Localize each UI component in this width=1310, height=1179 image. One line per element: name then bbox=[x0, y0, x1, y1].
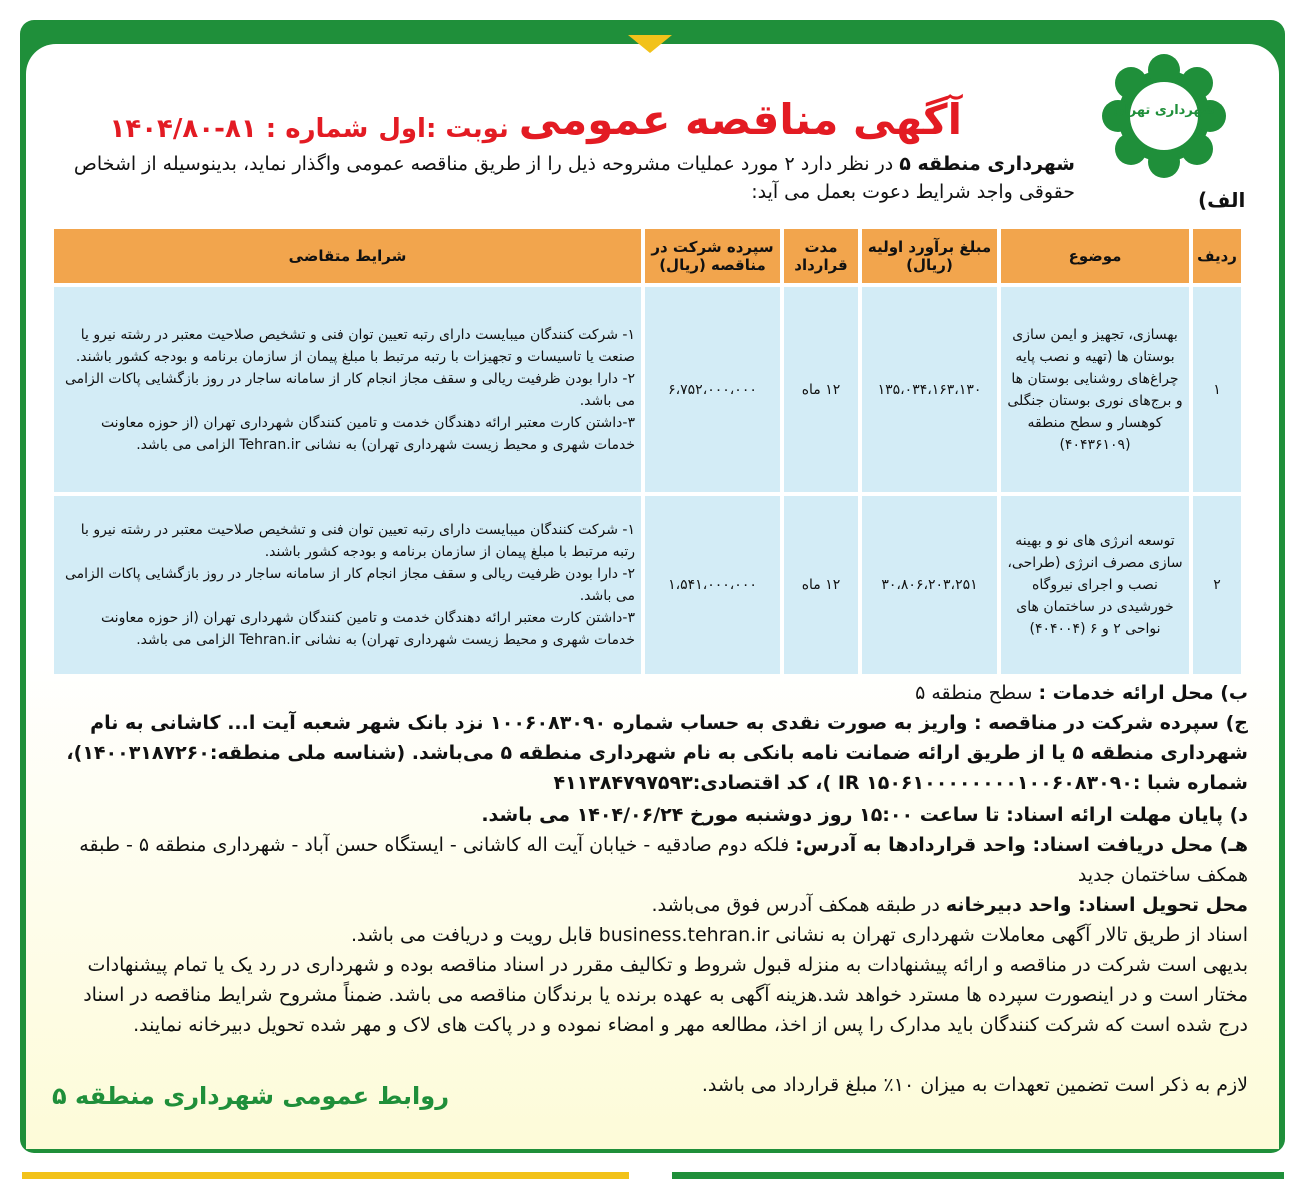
condition-item: ۲- دارا بودن ظرفیت ریالی و سقف مجاز انجام کار از سامانه ساجار در روز بازگشایی پاکات الزامی می باشد. bbox=[64, 370, 635, 409]
section-delivery bbox=[58, 890, 1248, 920]
condition-item: ۱- شرکت کنندگان میبایست دارای رتبه تعیین توان فنی و تشخیص صلاحیت معتبر در رشته نیرو با رتبه مرتبط با مبلغ پیمان از سازمان برنامه و بودجه کشور باشند. bbox=[80, 522, 635, 560]
condition-item: ۳-داشتن کارت معتبر ارائه دهندگان خدمت و تامین کنندگان شهرداری تهران (از حوزه معاونت خدمات شهری و محیط زیست شهرداری تهران) به نشانی Tehran.ir الزامی می باشد. bbox=[100, 414, 635, 453]
section-b-label: ب) محل ارائه خدمات : bbox=[1038, 682, 1248, 704]
ad-round: نوبت :اول bbox=[378, 114, 509, 144]
tehran-municipality-logo bbox=[1100, 52, 1228, 180]
title-row bbox=[109, 84, 962, 144]
delivery-label: محل تحویل اسناد: واحد دبیرخانه bbox=[945, 894, 1248, 916]
header-duration: مدت قرارداد bbox=[784, 229, 858, 283]
section-j-label: ج) سپرده شرکت در مناقصه : bbox=[974, 712, 1248, 734]
cell-conditions bbox=[54, 496, 641, 674]
table-header-row bbox=[54, 229, 1241, 283]
header-subject: موضوع bbox=[1001, 229, 1189, 283]
logo-text: شهرداری تهران bbox=[1113, 103, 1215, 118]
intro-paragraph bbox=[65, 150, 1075, 206]
cell-subject: توسعه انرژی های نو و بهینه سازی مصرف انرژی (طراحی، نصب و اجرای نیروگاه خورشیدی در ساختمان های نواحی ۲ و ۶ (۴۰۴۰۰۴) bbox=[1001, 496, 1189, 674]
cell-deposit: ۱،۵۴۱،۰۰۰،۰۰۰ bbox=[645, 496, 780, 674]
cell-estimate: ۳۰،۸۰۶،۲۰۳،۲۵۱ bbox=[862, 496, 997, 674]
section-general: بدیهی است شرکت در مناقصه و ارائه پیشنهادات به منزله قبول شروط و تکالیف مقرر در اسناد مناقصه بوده و شهرداری در رد یک یا تمام پیشنهادات مختار است و در اینصورت سپرده ها مسترد خواهد شد.هزینه آگهی به عهده برنده یا برندگان مناقصه می باشد. ضمناً مشروح شرایط مناقصه در اسناد درج شده است که شرکت کنندگان باید مدارک را پس از اخذ، مطالعه مهر و امضاء نموده و در پاکت های لاک و مهر شده تحویل دبیرخانه نمایند. bbox=[83, 954, 1248, 1036]
section-h-label: هـ) محل دریافت اسناد: واحد قراردادها به آدرس: bbox=[795, 834, 1248, 856]
tender-table bbox=[50, 225, 1245, 678]
section-b bbox=[58, 678, 1248, 708]
intro-bold: شهرداری منطقه ۵ bbox=[899, 153, 1075, 175]
condition-item: ۱- شرکت کنندگان میبایست دارای رتبه تعیین توان فنی و تشخیص صلاحیت معتبر در رشته نیرو یا صنعت یا تاسیسات و تجهیزات با رتبه مرتبط با مبلغ پیمان از سازمان برنامه و بودجه کشور باشند. bbox=[75, 326, 635, 365]
section-h bbox=[58, 830, 1248, 890]
top-notch bbox=[628, 35, 672, 53]
cell-duration: ۱۲ ماه bbox=[784, 496, 858, 674]
header-deposit: سپرده شرکت در مناقصه (ریال) bbox=[645, 229, 780, 283]
condition-item: ۳-داشتن کارت معتبر ارائه دهندگان خدمت و تامین کنندگان شهرداری تهران (از حوزه معاونت خدمات شهری و محیط زیست شهرداری تهران) به نشانی Tehran.ir الزامی می باشد. bbox=[100, 610, 635, 648]
table-row bbox=[54, 496, 1241, 674]
cell-row-number: ۱ bbox=[1193, 287, 1241, 492]
section-h-text: فلکه دوم صادقیه - خیابان آیت اله کاشانی - ایستگاه حسن آباد - شهرداری منطقه ۵ - طبقه همکف ساختمان جدید bbox=[79, 834, 1248, 886]
table-row bbox=[54, 287, 1241, 492]
bottom-bar-green bbox=[672, 1172, 1284, 1179]
section-docs: اسناد از طریق تالار آگهی معاملات شهرداری تهران به نشانی business.tehran.ir قابل رویت و دریافت می باشد. bbox=[350, 924, 1248, 946]
header-row-number: ردیف bbox=[1193, 229, 1241, 283]
ad-number: شماره : ۸۱-۱۴۰۴/۸۰ bbox=[109, 114, 369, 144]
cell-row-number: ۲ bbox=[1193, 496, 1241, 674]
header-estimate: مبلغ برآورد اولیه (ریال) bbox=[862, 229, 997, 283]
condition-item: ۲- دارا بودن ظرفیت ریالی و سقف مجاز انجام کار از سامانه ساجار در روز بازگشایی پاکات الزامی می باشد. bbox=[64, 566, 635, 604]
delivery-text: در طبقه همکف آدرس فوق می‌باشد. bbox=[651, 894, 946, 916]
section-d: د) پایان مهلت ارائه اسناد: تا ساعت ۱۵:۰۰ روز دوشنبه مورخ ۱۴۰۴/۰۶/۲۴ می باشد. bbox=[481, 804, 1248, 826]
section-j-text: واریز به صورت نقدی به حساب شماره ۱۰۰۶۰۸۳۰۹۰ نزد بانک شهر شعبه آیت ا... کاشانی به نام شهرداری منطقه ۵ یا از طریق ارائه ضمانت نامه بانکی به نام شهرداری منطقه ۵ می‌باشد. (شناسه ملی منطقه:۱۴۰۰۳۱۸۷۲۶۰)، شماره شبا :IR ۱۵۰۶۱۰۰۰۰۰۰۰۰۱۰۰۶۰۸۳۰۹۰ )، کد اقتصادی:۴۱۱۳۸۴۷۹۷۵۹۳ bbox=[66, 712, 1248, 794]
ad-title: آگهی مناقصه عمومی bbox=[518, 95, 962, 144]
bottom-bar-yellow bbox=[22, 1172, 629, 1179]
cell-conditions bbox=[54, 287, 641, 492]
section-guarantee: لازم به ذکر است تضمین تعهدات به میزان ۱۰٪ مبلغ قرارداد می باشد. bbox=[701, 1074, 1248, 1096]
intro-text: در نظر دارد ۲ مورد عملیات مشروحه ذیل را از طریق مناقصه عمومی واگذار نماید، بدینوسیله از اشخاص حقوقی واجد شرایط دعوت بعمل می آید: bbox=[73, 153, 1075, 203]
section-j bbox=[58, 708, 1248, 798]
section-b-text: سطح منطقه ۵ bbox=[915, 682, 1039, 704]
header-conditions: شرایط متقاضی bbox=[54, 229, 641, 283]
cell-duration: ۱۲ ماه bbox=[784, 287, 858, 492]
cell-estimate: ۱۳۵،۰۳۴،۱۶۳،۱۳۰ bbox=[862, 287, 997, 492]
cell-subject: بهسازی، تجهیز و ایمن سازی بوستان ها (تهیه و نصب پایه چراغ‌های روشنایی بوستان ها و برج‌های نوری بوستان جنگلی کوهسار و سطح منطقه (۴۰۴۳۶۱۰۹) bbox=[1001, 287, 1189, 492]
footer-signature: روابط عمومی شهرداری منطقه ۵ bbox=[52, 1082, 450, 1110]
section-alef: الف) bbox=[1198, 188, 1246, 212]
cell-deposit: ۶،۷۵۲،۰۰۰،۰۰۰ bbox=[645, 287, 780, 492]
